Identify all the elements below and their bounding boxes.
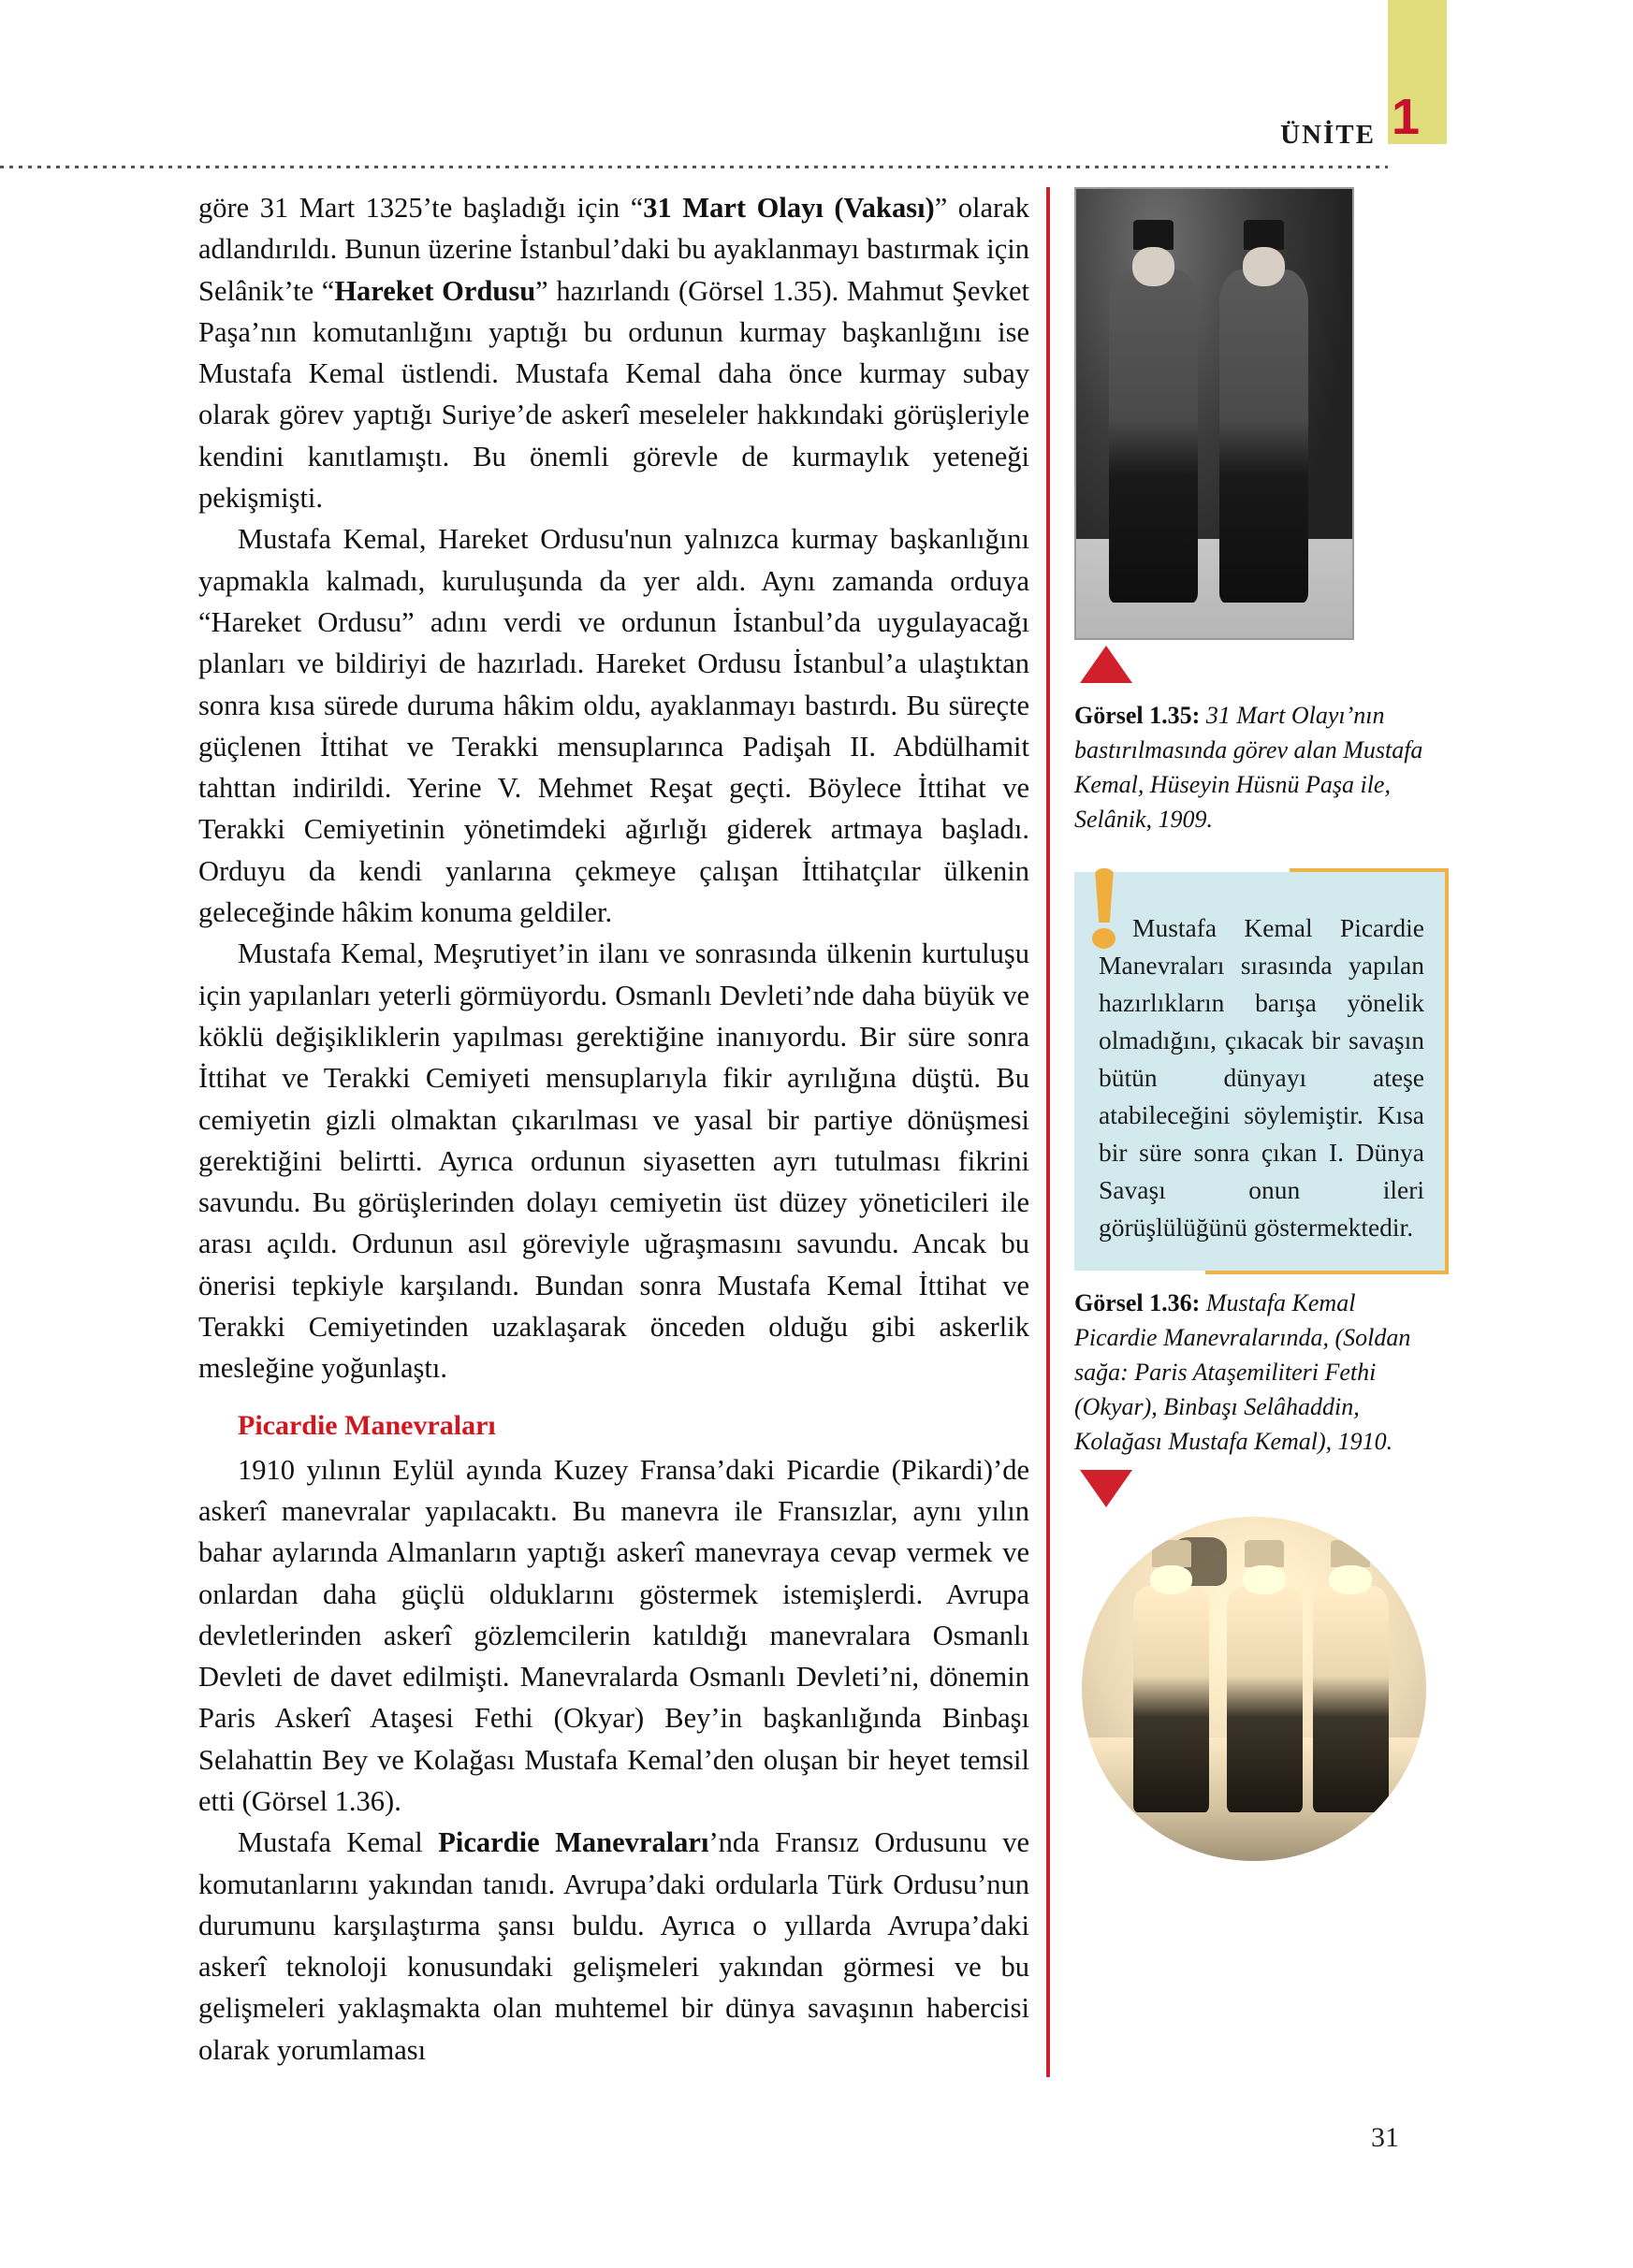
unit-number: 1	[1392, 89, 1421, 145]
emphasis-text: Picardie Manevraları	[438, 1826, 709, 1859]
figure-136-label: Görsel 1.36:	[1074, 1289, 1201, 1316]
figure-135-image	[1074, 187, 1354, 640]
paragraph	[198, 1449, 1029, 1823]
body-paragraphs-continued	[198, 1449, 1029, 2071]
photo-figure-left	[1109, 269, 1197, 602]
photo-figure-2	[1227, 1586, 1303, 1813]
paragraph	[198, 933, 1029, 1388]
figure-135-caption	[1074, 698, 1441, 836]
triangle-down-marker-icon	[1080, 1470, 1132, 1507]
run-text: Mustafa Kemal	[238, 1826, 439, 1859]
header-dotted-rule	[0, 166, 1388, 168]
exclamation-dot	[1092, 928, 1115, 949]
info-box-text: Mustafa Kemal Picardie Manevraları sırasında yapılan hazırlıkların barışa yönelik olmadığını, çıkacak bir savaşın bütün dünyayı ateşe atabileceğini söylemiştir. Kısa bir süre sonra çıkan I. Dünya Savaşı onun ileri görüşlülüğünü göstermektedir.	[1099, 913, 1424, 1242]
figure-136-caption	[1074, 1286, 1441, 1459]
photo-head	[1243, 1565, 1285, 1595]
paragraph	[198, 187, 1029, 518]
photo-figure-3	[1313, 1586, 1389, 1813]
emphasis-text: 31 Mart Olayı (Vakası)	[643, 192, 935, 224]
exclamation-icon	[1089, 868, 1121, 949]
photo-head	[1132, 247, 1174, 287]
info-box	[1074, 872, 1449, 1271]
exclamation-stem	[1093, 868, 1115, 923]
run-text: ” hazırlandı (Görsel 1.35). Mahmut Şevket Paşa’nın komutanlığını yaptığı bu ordunun kurmay başkanlığını ise Mustafa Kemal üstlendi. Mustafa Kemal daha önce kurmay subay olarak görev yaptığı Suriye’de askerî meseleler hakkındaki görüşleriyle kendini kanıtlamıştı. Bu önemli görevle de kurmaylık yeteneği pekişmişti.	[198, 274, 1029, 515]
photo-head	[1243, 247, 1285, 287]
main-text-column	[198, 187, 1029, 2071]
section-heading: Picardie Manevraları	[238, 1409, 496, 1441]
run-text: göre 31 Mart 1325’te başladığı için “	[198, 192, 644, 224]
figure-135-caption-text: 31 Mart Olayı’nın bastırılmasında görev alan Mustafa Kemal, Hüseyin Hüsnü Paşa ile, Selânik, 1909.	[1074, 702, 1423, 833]
run-text: ’nda Fransız Ordusunu ve komutanlarını yakından tanıdı. Avrupa’daki ordularla Türk Ordusu’nun durumunu karşılaştırma şansı buldu. Ayrıca o yıllarda Avrupa’daki askerî teknoloji konusundaki gelişmeleri yakından görmesi ve bu gelişmeleri yaklaşmakta olan muhtemel bir dünya savaşının habercisi olarak yorumlaması	[198, 1826, 1030, 2066]
triangle-up-marker-icon	[1080, 646, 1132, 683]
run-text: ” olarak adlandırıldı. Bunun üzerine İstanbul’daki bu ayaklanmayı bastırmak için Selânik’te “	[198, 192, 1029, 307]
page-number: 31	[1371, 2122, 1399, 2153]
photo-figure-1	[1133, 1586, 1209, 1813]
fez-icon	[1244, 220, 1284, 250]
figure-136-image	[1082, 1517, 1426, 1861]
body-paragraphs	[198, 187, 1029, 1389]
run-text: Mustafa Kemal, Hareket Ordusu'nun yalnızca kurmay başkanlığını yapmakla kalmadı, kuruluşunda da yer aldı. Aynı zamanda orduya “Hareket Ordusu” adını verdi ve ordunun İstanbul’da uygulayacağı planları ve bildiriyi de hazırladı. Hareket Ordusu İstanbul’a ulaştıktan sonra kısa sürede duruma hâkim oldu, ayaklanmayı bastırdı. Bu süreçte güçlenen İttihat ve Terakki mensuplarınca Padişah II. Abdülhamit tahttan indirildi. Yerine V. Mehmet Reşat geçti. Böylece İttihat ve Terakki Cemiyetinin yönetimdeki ağırlığı giderek artmaya başladı. Orduyu da kendi yanlarına çekmeye çalışan İttihatçılar ülkenin geleceğinde hâkim konuma geldiler.	[198, 523, 1029, 929]
unit-label: ÜNİTE	[1280, 120, 1376, 150]
run-text: 1910 yılının Eylül ayında Kuzey Fransa’daki Picardie (Pikardi)’de askerî manevralar yapılacaktı. Bu manevra ile Fransızlar, aynı yılın bahar aylarında Almanların yaptığı askerî manevraya cevap vermek ve onlardan daha güçlü olduklarını göstermek istemişlerdi. Avrupa devletlerinden askerî gözlemcilerin katıldığı manevralara Osmanlı Devleti de davet edilmişti. Manevralarda Osmanlı Devleti’ni, dönemin Paris Askerî Ataşesi Fethi (Okyar) Bey’in başkanlığında Binbaşı Selahattin Bey ve Kolağası Mustafa Kemal’den oluşan bir heyet temsil etti (Görsel 1.36).	[198, 1453, 1029, 1817]
sidebar-column	[1074, 187, 1456, 1861]
photo-figure-right	[1219, 269, 1307, 602]
emphasis-text: Hareket Ordusu	[334, 274, 536, 307]
figure-136-caption-text: Mustafa Kemal Picardie Manevralarında, (Soldan sağa: Paris Ataşemiliteri Fethi (Okyar), Binbaşı Selâhaddin, Kolağası Mustafa Kemal), 1910.	[1074, 1289, 1411, 1455]
kalpak-icon	[1331, 1540, 1370, 1567]
kalpak-icon	[1152, 1540, 1191, 1567]
fez-icon	[1133, 220, 1174, 250]
figure-135-label: Görsel 1.35:	[1074, 702, 1201, 729]
photo-head	[1329, 1565, 1371, 1595]
run-text: Mustafa Kemal, Meşrutiyet’in ilanı ve sonrasında ülkenin kurtuluşu için yapılanları yeterli görmüyordu. Osmanlı Devleti’nde daha büyük ve köklü değişikliklerin yapılması gerektiğine inanıyordu. Bir süre sonra İttihat ve Terakki Cemiyeti mensuplarıyla fikir ayrılığına düştü. Bu cemiyetin gizli olmaktan çıkarılması ve yasal bir partiye dönüşmesi gerektiğini belirtti. Ayrıca ordunun siyasetten ayrı tutulması fikrini savundu. Bu görüşlerinden dolayı cemiyetin üst düzey yöneticileri ile arası açıldı. Ordunun asıl göreviyle uğraşmasını savundu. Ancak bu önerisi tepkiyle karşılandı. Bundan sonra Mustafa Kemal İttihat ve Terakki Cemiyetinden uzaklaşarak önceden olduğu gibi askerlik mesleğine yoğunlaştı.	[198, 938, 1029, 1385]
kalpak-icon	[1245, 1540, 1284, 1567]
column-divider	[1046, 187, 1050, 2077]
info-callout	[1074, 872, 1449, 1271]
paragraph	[198, 1822, 1029, 2071]
paragraph	[198, 518, 1029, 933]
photo-head	[1150, 1565, 1192, 1595]
